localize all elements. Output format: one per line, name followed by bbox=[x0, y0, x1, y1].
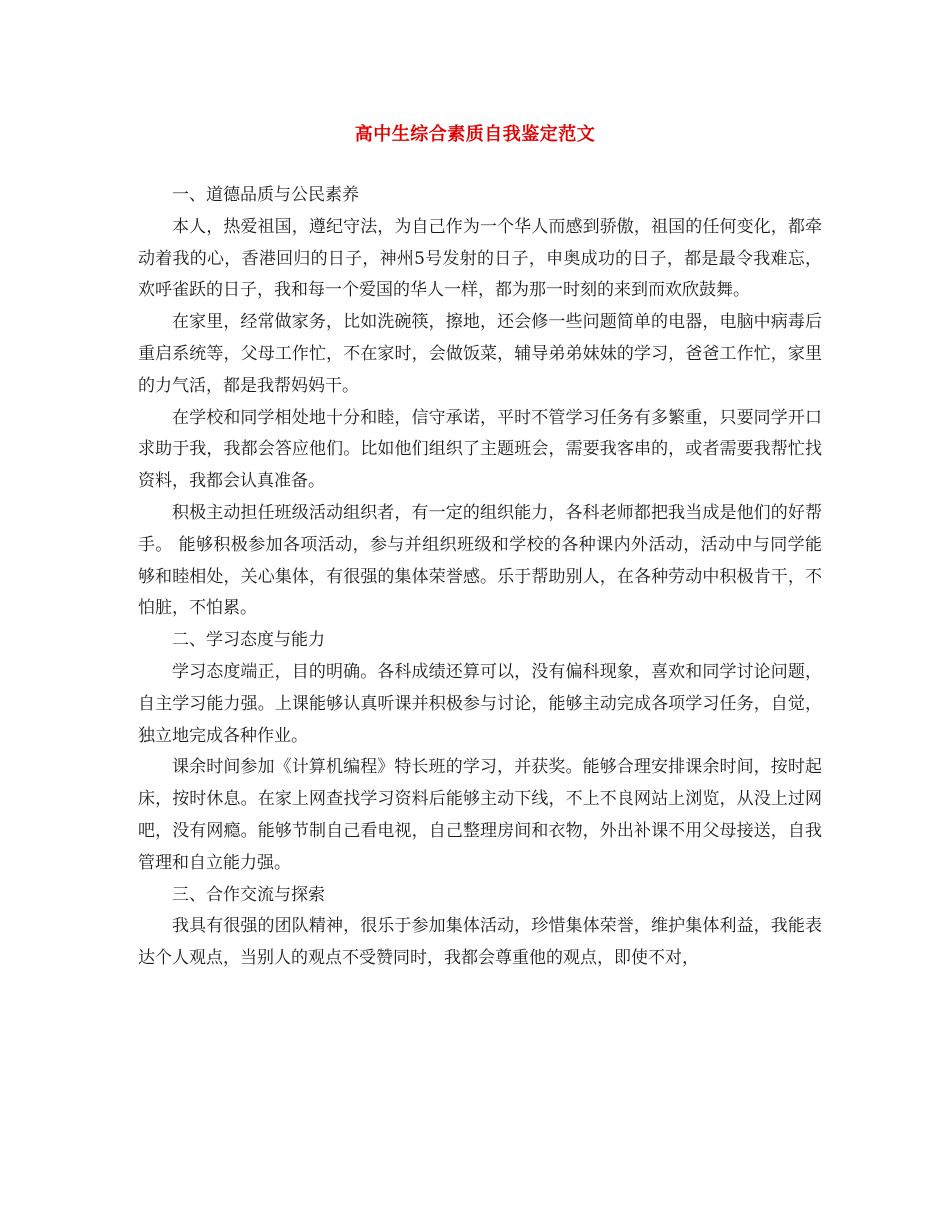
paragraph: 学习态度端正，目的明确。各科成绩还算可以，没有偏科现象，喜欢和同学讨论问题，自主学习能力强。上课能够认真听课并积极参与讨论，能够主动完成各项学习任务，自觉，独立地完成各种作业。 bbox=[138, 661, 822, 746]
document-body bbox=[138, 180, 822, 975]
section-heading-study: 二、学习态度与能力 bbox=[172, 630, 325, 651]
paragraph: 积极主动担任班级活动组织者，有一定的组织能力，各科老师都把我当成是他们的好帮手。 能够积极参加各项活动，参与并组织班级和学校的各种课内外活动，活动中与同学能够和睦相处，关心集体，有很强的集体荣誉感。乐于帮助别人，在各种劳动中积极肯干，不怕脏，不怕累。 bbox=[138, 502, 822, 619]
paragraph: 我具有很强的团队精神，很乐于参加集体活动，珍惜集体荣誉，维护集体利益，我能表达个人观点，当别人的观点不受赞同时，我都会尊重他的观点，即使不对， bbox=[138, 916, 822, 969]
document-title: 高中生综合素质自我鉴定范文 bbox=[354, 124, 596, 145]
paragraph: 在学校和同学相处地十分和睦，信守承诺，平时不管学习任务有多繁重，只要同学开口求助于我，我都会答应他们。比如他们组织了主题班会，需要我客串的，或者需要我帮忙找资料，我都会认真准备。 bbox=[138, 407, 822, 492]
section-heading-cooperation: 三、合作交流与探索 bbox=[172, 884, 325, 905]
paragraph: 本人，热爱祖国，遵纪守法，为自己作为一个华人而感到骄傲，祖国的任何变化，都牵动着我的心，香港回归的日子，神州5号发射的日子，申奥成功的日子，都是最令我难忘，欢呼雀跃的日子，我和每一个爱国的华人一样，都为那一时刻的来到而欢欣鼓舞。 bbox=[138, 216, 822, 301]
paragraph: 在家里，经常做家务，比如洗碗筷，擦地，还会修一些问题简单的电器，电脑中病毒后重启系统等，父母工作忙，不在家时，会做饭菜，辅导弟弟妹妹的学习，爸爸工作忙，家里的力气活，都是我帮妈妈干。 bbox=[138, 312, 822, 396]
section-heading-morality: 一、道德品质与公民素养 bbox=[172, 185, 359, 205]
paragraph: 课余时间参加《计算机编程》特长班的学习，并获奖。能够合理安排课余时间，按时起床，按时休息。在家上网查找学习资料后能够主动下线，不上不良网站上浏览，从没上过网吧，没有网瘾。能够节制自己看电视，自己整理房间和衣物，外出补课不用父母接送，自我管理和自立能力强。 bbox=[138, 757, 822, 873]
